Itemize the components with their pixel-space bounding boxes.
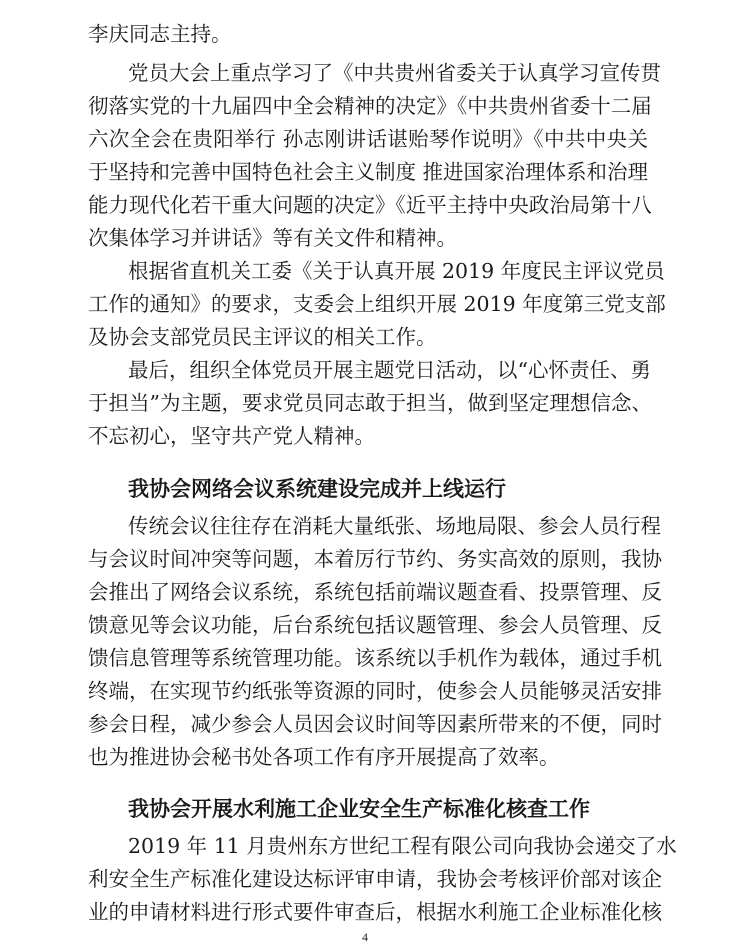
section-heading: 我协会开展水利施工企业安全生产标准化核查工作 [128,797,590,821]
paragraph-line: 参会日程，减少参会人员因会议时间等因素所带来的不便，同时 [88,712,662,736]
page-number: 4 [362,930,368,944]
paragraph-line: 不忘初心，坚守共产党人精神。 [88,424,375,448]
paragraph-line: 能力现代化若干重大问题的决定》《近平主持中央政治局第十八 [88,193,652,217]
paragraph-line: 及协会支部党员民主评议的相关工作。 [88,325,437,349]
paragraph-line: 馈意见等会议功能，后台系统包括议题管理、参会人员管理、反 [88,613,662,637]
paragraph-line: 工作的通知》的要求，支委会上组织开展 2019 年度第三党支部 [88,292,666,316]
paragraph-line: 与会议时间冲突等问题，本着厉行节约、务实高效的原则，我协 [88,547,662,571]
paragraph-line: 李庆同志主持。 [88,22,232,46]
paragraph-line: 党员大会上重点学习了《中共贵州省委关于认真学习宣传贯 [128,61,661,85]
paragraph-line: 利安全生产标准化建设达标评审申请，我协会考核评价部对该企 [88,867,662,891]
paragraph-line: 彻落实党的十九届四中全会精神的决定》《中共贵州省委十二届 [88,94,652,118]
paragraph-line: 终端，在实现节约纸张等资源的同时，使参会人员能够灵活安排 [88,679,662,703]
section-heading: 我协会网络会议系统建设完成并上线运行 [128,477,506,501]
paragraph-line: 根据省直机关工委《关于认真开展 2019 年度民主评议党员 [128,259,665,283]
paragraph-line: 会推出了网络会议系统，系统包括前端议题查看、投票管理、反 [88,580,662,604]
paragraph-line: 于担当”为主题，要求党员同志敢于担当，做到坚定理想信念、 [88,391,652,415]
paragraph-line: 也为推进协会秘书处各项工作有序开展提高了效率。 [88,745,560,769]
paragraph-line: 于坚持和完善中国特色社会主义制度 推进国家治理体系和治理 [88,160,649,184]
paragraph-line: 传统会议往往存在消耗大量纸张、场地局限、参会人员行程 [128,514,661,538]
paragraph-line: 六次全会在贵阳举行 孙志刚讲话谌贻琴作说明》《中共中央关 [88,127,648,151]
paragraph-line: 最后，组织全体党员开展主题党日活动，以“心怀责任、勇 [128,358,651,382]
paragraph-line: 业的申请材料进行形式要件审查后，根据水利施工企业标准化核 [88,900,662,924]
paragraph-line: 次集体学习并讲话》等有关文件和精神。 [88,226,457,250]
paragraph-line: 2019 年 11 月贵州东方世纪工程有限公司向我协会递交了水 [128,834,677,858]
paragraph-line: 馈信息管理等系统管理功能。该系统以手机作为载体，通过手机 [88,646,662,670]
